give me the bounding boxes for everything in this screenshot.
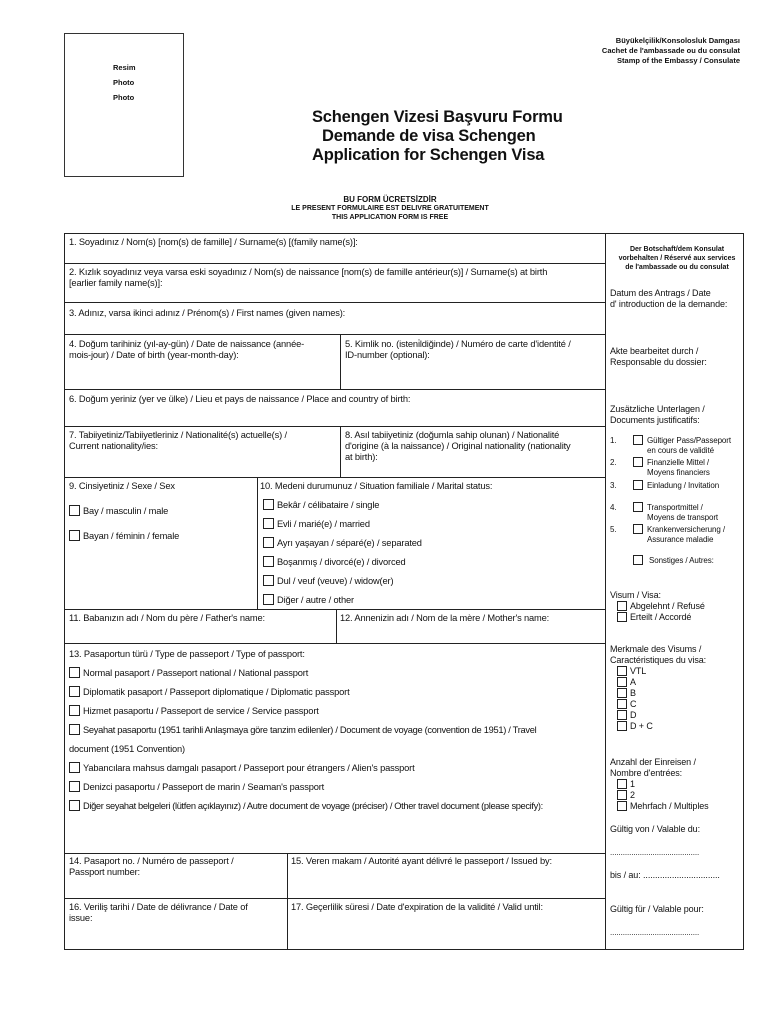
field-marital-status: 10. Medeni durumunuz / Situation familiale / Marital status: xyxy=(260,481,493,491)
doc-item-2-checkbox[interactable] xyxy=(633,457,646,468)
photo-box xyxy=(64,33,184,177)
sidebar-valid-from: Gültig von / Valable du: xyxy=(610,824,700,834)
marital-option-married[interactable]: Evli / marié(e) / married xyxy=(263,518,370,530)
doc-item-other: Sonstiges / Autres: xyxy=(649,556,714,565)
field-original-nationality[interactable]: 8. Asıl tabiiyetiniz (doğumla sahip olunan) / Nationalité d'origine (à la naissance) / Original nationality (nationality at birth): xyxy=(345,430,571,462)
marital-option-other[interactable]: Diğer / autre / other xyxy=(263,594,354,606)
doc-item-5-checkbox[interactable] xyxy=(633,524,646,535)
field-issued-by[interactable]: 15. Veren makam / Autorité ayant délivré le passeport / Issued by: xyxy=(291,856,552,866)
doc-item-5-num: 5. xyxy=(610,525,617,534)
field-id-number[interactable]: 5. Kimlik no. (isteni̇ldiğinde) / Numéro de carte d'identité / ID-number (optional): xyxy=(345,339,571,360)
sidebar-entries: Anzahl der Einreisen / Nombre d'entrées: xyxy=(610,757,696,778)
marital-option-widow[interactable]: Dul / veuf (veuve) / widow(er) xyxy=(263,575,393,587)
passport-option-travel-1951-cont: document (1951 Convention) xyxy=(69,744,186,754)
field-sex: 9. Cinsiyetiniz / Sexe / Sex xyxy=(69,481,175,491)
photo-label-tr: Resim xyxy=(113,63,136,72)
sidebar-date-of-application: Datum des Antrags / Date d' introduction de la demande: xyxy=(610,288,728,309)
checkbox[interactable] xyxy=(263,499,274,510)
passport-option-seaman[interactable]: Denizci pasaportu / Passeport de marin / Seaman's passport xyxy=(69,781,324,793)
doc-item-1-checkbox[interactable] xyxy=(633,435,646,446)
field-passport-number[interactable]: 14. Pasaport no. / Numéro de passeport / Passport number: xyxy=(69,856,234,877)
entry-option-2[interactable]: 2 xyxy=(617,790,635,801)
feature-option-vtl[interactable]: VTL xyxy=(617,666,646,677)
field-surname-at-birth[interactable]: 2. Kızlık soyadınız veya varsa eski soyadınız / Nom(s) de naissance [nom(s) de famille antérieur(s)] / Surname(s) at birth [earlier family name(s)]: xyxy=(69,267,548,288)
field-surname[interactable]: 1. Soyadınız / Nom(s) [nom(s) de famille] / Surname(s) [(family name(s)]: xyxy=(69,237,358,247)
doc-item-2: Finanzielle Mittel / Moyens financiers xyxy=(647,458,710,477)
application-form xyxy=(64,233,744,950)
checkbox[interactable] xyxy=(263,537,274,548)
doc-item-3-num: 3. xyxy=(610,481,617,490)
field-valid-until[interactable]: 17. Geçerlilik süresi / Date d'expiration de la validité / Valid until: xyxy=(291,902,543,912)
doc-item-1-num: 1. xyxy=(610,436,617,445)
field-place-of-birth[interactable]: 6. Doğum yeriniz (yer ve ülke) / Lieu et pays de naissance / Place and country of birth: xyxy=(69,394,411,404)
feature-option-b[interactable]: B xyxy=(617,688,636,699)
doc-item-2-num: 2. xyxy=(610,458,617,467)
checkbox[interactable] xyxy=(69,505,80,516)
feature-option-d-c[interactable]: D + C xyxy=(617,721,653,732)
checkbox[interactable] xyxy=(263,575,274,586)
sidebar-supporting-docs: Zusätzliche Unterlagen / Documents justificatifs: xyxy=(610,404,705,425)
checkbox[interactable] xyxy=(69,762,80,773)
field-mother-name[interactable]: 12. Annenizin adı / Nom de la mère / Mother's name: xyxy=(340,613,550,623)
sidebar-header: Der Botschaft/dem Konsulat vorbehalten / Réservé aux services de l'ambassade ou du consulat xyxy=(618,246,736,271)
passport-option-diplomatic[interactable]: Diplomatik pasaport / Passeport diplomatique / Diplomatic passport xyxy=(69,686,350,698)
sidebar-valid-for: Gültig für / Valable pour: xyxy=(610,904,704,914)
checkbox[interactable] xyxy=(69,667,80,678)
passport-option-service[interactable]: Hizmet pasaportu / Passeport de service / Service passport xyxy=(69,705,319,717)
checkbox[interactable] xyxy=(69,781,80,792)
doc-item-4-checkbox[interactable] xyxy=(633,502,646,513)
sidebar-visa: Visum / Visa: xyxy=(610,590,661,600)
checkbox[interactable] xyxy=(69,530,80,541)
checkbox[interactable] xyxy=(263,594,274,605)
photo-label-en: Photo xyxy=(113,93,135,102)
valid-for-dots[interactable]: .......................................... xyxy=(610,928,700,937)
field-passport-type: 13. Pasaportun türü / Type de passeport / Type of passport: xyxy=(69,649,305,659)
feature-option-c[interactable]: C xyxy=(617,699,636,710)
valid-from-dots[interactable]: .......................................... xyxy=(610,848,700,857)
sidebar-visa-features: Merkmale des Visums / Caractéristiques du visa: xyxy=(610,644,707,665)
sex-option-female[interactable]: Bayan / féminin / female xyxy=(69,530,179,542)
entry-option-1[interactable]: 1 xyxy=(617,779,635,790)
stamp-line-en: Stamp of the Embassy / Consulate xyxy=(617,56,740,65)
passport-option-alien[interactable]: Yabancılara mahsus damgalı pasaport / Passeport pour étrangers / Alien's passport xyxy=(69,762,415,774)
feature-option-a[interactable]: A xyxy=(617,677,636,688)
field-current-nationality[interactable]: 7. Tabiiyetiniz/Tabiiyetleriniz / Nationalité(s) actuelle(s) / Current nationality/ies: xyxy=(69,430,287,451)
sex-option-male[interactable]: Bay / masculin / male xyxy=(69,505,168,517)
doc-item-4-num: 4. xyxy=(610,503,617,512)
stamp-line-tr: Büyükelçilik/Konsolosluk Damgası xyxy=(615,36,740,45)
marital-option-separated[interactable]: Ayrı yaşayan / séparé(e) / separated xyxy=(263,537,422,549)
checkbox[interactable] xyxy=(263,518,274,529)
field-date-of-birth[interactable]: 4. Doğum tarihiniz (yıl-ay-gün) / Date de naissance (année- mois-jour) / Date of birth (year-month-day): xyxy=(69,339,305,360)
free-notice-en: THIS APPLICATION FORM IS FREE xyxy=(331,214,449,221)
passport-option-travel-1951[interactable]: Seyahat pasaportu (1951 tarihli Anlaşmaya göre tanzim edilenler) / Document de voyage (convention de 1951) / Travel xyxy=(69,724,536,736)
checkbox[interactable] xyxy=(69,724,80,735)
doc-item-other-checkbox[interactable] xyxy=(633,555,646,566)
visa-option-granted[interactable]: Erteilt / Accordé xyxy=(617,612,691,623)
sidebar-valid-to[interactable]: bis / au: ................................ xyxy=(610,870,720,880)
free-notice xyxy=(180,195,600,222)
page-title-en: Application for Schengen Visa xyxy=(312,146,545,164)
field-father-name[interactable]: 11. Babanızın adı / Nom du père / Father's name: xyxy=(69,613,265,623)
doc-item-1: Gültiger Pass/Passeport en cours de validité xyxy=(647,436,731,455)
marital-option-divorced[interactable]: Boşanmış / divorcé(e) / divorced xyxy=(263,556,406,568)
feature-option-d[interactable]: D xyxy=(617,710,636,721)
page-title-fr: Demande de visa Schengen xyxy=(322,127,536,145)
free-notice-tr: BU FORM ÜCRETSİZDİR xyxy=(343,195,437,204)
stamp-line-fr: Cachet de l'ambassade ou du consulat xyxy=(601,46,740,55)
sidebar-handled-by: Akte bearbeitet durch / Responsable du dossier: xyxy=(610,346,707,367)
field-first-names[interactable]: 3. Adınız, varsa ikinci adınız / Prénom(s) / First names (given names): xyxy=(69,308,346,318)
doc-item-4: Transportmittel / Moyens de transport xyxy=(647,503,719,522)
checkbox[interactable] xyxy=(263,556,274,567)
doc-item-3-checkbox[interactable] xyxy=(633,480,646,491)
doc-item-3: Einladung / Invitation xyxy=(647,481,720,490)
marital-option-single[interactable]: Bekâr / célibataire / single xyxy=(263,499,379,511)
passport-option-national[interactable]: Normal pasaport / Passeport national / National passport xyxy=(69,667,308,679)
visa-option-refused[interactable]: Abgelehnt / Refusé xyxy=(617,601,705,612)
entry-option-multiple[interactable]: Mehrfach / Multiples xyxy=(617,801,709,812)
doc-item-5: Krankenversicherung / Assurance maladie xyxy=(647,525,725,544)
checkbox[interactable] xyxy=(69,705,80,716)
passport-option-other[interactable]: Diğer seyahat belgeleri (lütfen açıklayınız) / Autre document de voyage (préciser) / Other travel document (please specify): xyxy=(69,800,543,812)
page-title-tr: Schengen Vizesi Başvuru Formu xyxy=(312,108,563,126)
photo-label-fr: Photo xyxy=(113,78,135,87)
field-date-of-issue[interactable]: 16. Veriliş tarihi / Date de délivrance / Date of issue: xyxy=(69,902,248,923)
checkbox[interactable] xyxy=(69,686,80,697)
checkbox[interactable] xyxy=(69,800,80,811)
free-notice-fr: LE PRESENT FORMULAIRE EST DELIVRE GRATUITEMENT xyxy=(291,205,489,212)
embassy-stamp-label xyxy=(560,36,740,66)
